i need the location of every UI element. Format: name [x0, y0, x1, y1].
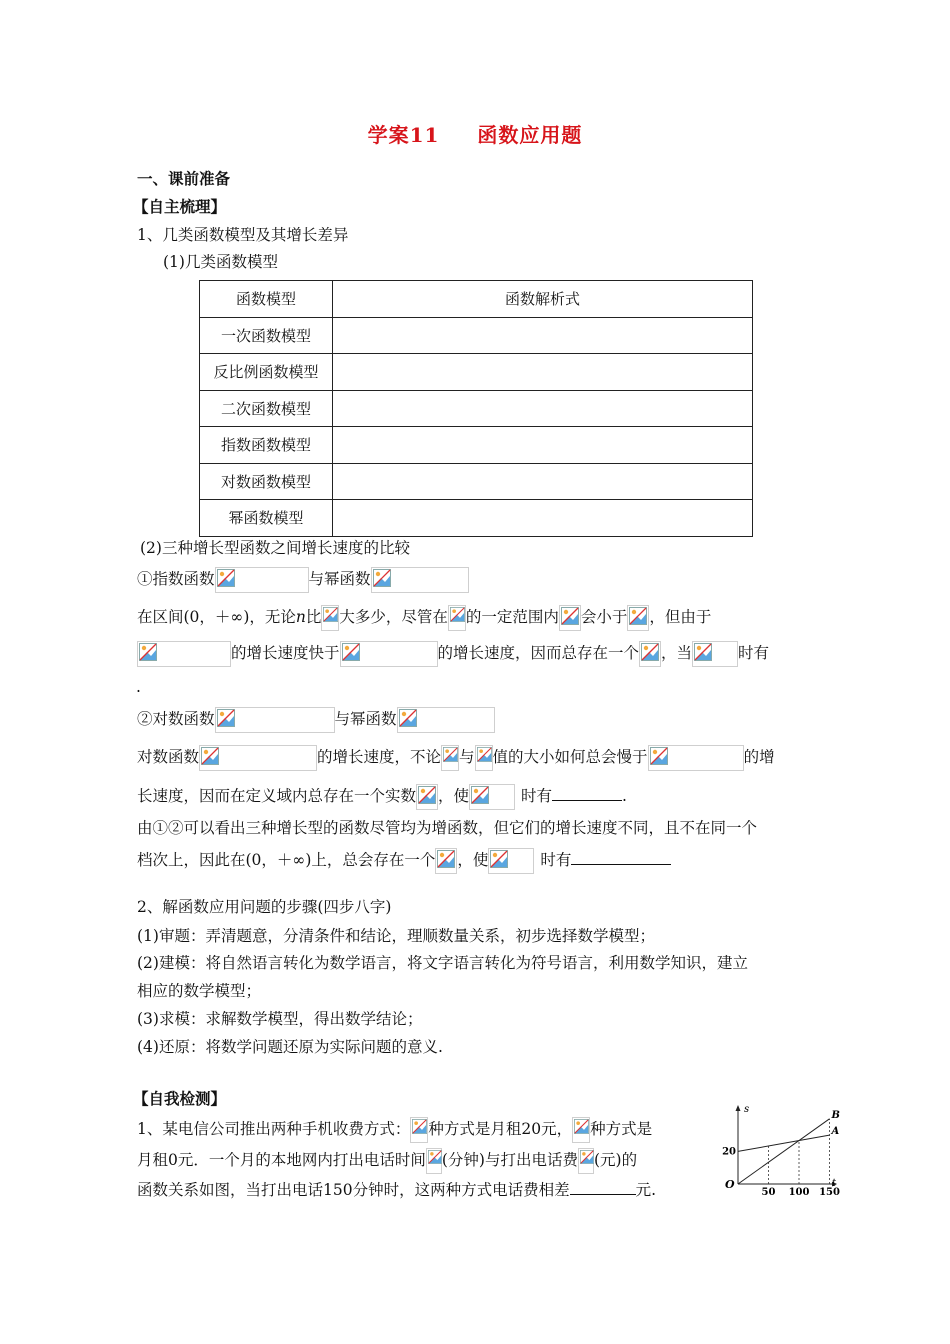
table-header-row [200, 281, 753, 318]
q1-heading: 1、几类函数模型及其增长差异 [137, 226, 349, 244]
table-header-cell: 函数解析式 [333, 281, 753, 318]
model-table [199, 280, 753, 537]
text: 时有 [521, 787, 553, 805]
q2-heading: 2、解函数应用问题的步骤(四步八字) [137, 898, 392, 916]
q1-sub2: (2)三种增长型函数之间增长速度的比较 [140, 539, 410, 557]
text: 对数函数 [137, 748, 200, 766]
text: 值的大小如何总会慢于 [492, 748, 648, 766]
text: ②对数函数 [137, 710, 215, 728]
text: 时有 [540, 851, 572, 869]
subsection-zizhu: 【自主梳理】 [133, 197, 227, 216]
broken-image-icon [137, 641, 231, 667]
table-cell-empty [333, 463, 753, 500]
text: 的增长速度快于 [231, 644, 340, 662]
broken-image-icon [475, 745, 493, 771]
table-cell: 二次函数模型 [200, 390, 333, 427]
table-row [200, 317, 753, 354]
broken-image-icon [639, 641, 661, 667]
step-item: (1)审题：弄清题意，分清条件和结论，理顺数量关系，初步选择数学模型； [137, 927, 655, 945]
table-cell-empty [333, 317, 753, 354]
origin-label: O [725, 1178, 735, 1191]
text: 的增长速度，因而总存在一个 [437, 644, 640, 662]
text: 元. [635, 1181, 657, 1199]
table-cell: 对数函数模型 [200, 463, 333, 500]
page-title [0, 124, 950, 146]
table-row [200, 354, 753, 391]
text: 在区间(0，＋∞)，无论 [137, 608, 296, 626]
q1-sub1: (1)几类函数模型 [163, 253, 278, 271]
x-tick-label: 50 [761, 1187, 776, 1198]
broken-image-icon [559, 605, 581, 631]
text: 与幂函数 [334, 710, 397, 728]
title-topic: 函数应用题 [477, 123, 583, 147]
text: ，但由于 [649, 608, 712, 626]
text: 比 [305, 608, 322, 626]
text: 时有 [738, 644, 770, 662]
table-cell-empty [333, 500, 753, 537]
table-row [200, 463, 753, 500]
text: 大多少，尽管在 [339, 608, 448, 626]
text: 1、某电信公司推出两种手机收费方式： [137, 1120, 411, 1138]
series-label-B: B [831, 1109, 840, 1121]
series-line-B [738, 1119, 830, 1184]
exercise-line [137, 1117, 652, 1143]
table-cell-empty [333, 390, 753, 427]
y-tick-label: 20 [722, 1146, 736, 1158]
series-line-A [738, 1135, 830, 1151]
table-row [200, 500, 753, 537]
broken-image-icon [441, 745, 459, 771]
table-cell: 一次函数模型 [200, 317, 333, 354]
exercise-line [137, 1178, 656, 1201]
answer-blank[interactable] [570, 1178, 636, 1195]
broken-image-icon [572, 1117, 590, 1143]
broken-image-icon [448, 605, 466, 631]
broken-image-icon [426, 1148, 442, 1174]
table-header-cell: 函数模型 [200, 281, 333, 318]
text: 的增长速度，不论 [317, 748, 442, 766]
table-cell-empty [333, 427, 753, 464]
broken-image-icon [435, 848, 457, 874]
phone-fee-chart [720, 1098, 840, 1198]
text: ，使 [457, 851, 489, 869]
broken-image-icon [397, 707, 495, 733]
period: . [136, 678, 141, 696]
text: (分钟)与打出电话费 [441, 1151, 578, 1169]
broken-image-icon [215, 707, 335, 733]
broken-image-icon [416, 784, 438, 810]
text: 长速度，因而在定义域内总存在一个实数 [137, 787, 417, 805]
broken-image-icon [627, 605, 649, 631]
broken-image-icon [371, 567, 469, 593]
step-item: (2)建模：将自然语言转化为数学语言，将文字语言转化为符号语言，利用数学知识，建立 [137, 954, 748, 972]
step-item: (4)还原：将数学问题还原为实际问题的意义. [137, 1038, 443, 1056]
title-number: 学案11 [367, 123, 440, 147]
broken-image-icon [340, 641, 438, 667]
para-log-growth [137, 745, 775, 771]
series-label-A: A [831, 1126, 840, 1138]
broken-image-icon [578, 1148, 594, 1174]
step-item: (3)求模：求解数学模型，得出数学结论； [137, 1010, 423, 1028]
text: ①指数函数 [137, 570, 215, 588]
broken-image-icon [488, 848, 534, 874]
para-exp-vs-power [137, 567, 469, 593]
table-cell: 幂函数模型 [200, 500, 333, 537]
broken-image-icon [692, 641, 738, 667]
broken-image-icon [215, 567, 309, 593]
x-tick-label: 150 [819, 1187, 840, 1198]
text: 函数关系如图，当打出电话150分钟时，这两种方式电话费相差 [137, 1181, 570, 1199]
para-real-number [137, 784, 627, 810]
x-axis-label: t [832, 1178, 837, 1189]
text: 月租0元．一个月的本地网内打出电话时间 [137, 1151, 426, 1169]
step-item: 相应的数学模型； [137, 982, 262, 1000]
text: 会小于 [580, 608, 628, 626]
broken-image-icon [410, 1117, 428, 1143]
section-heading: 一、课前准备 [137, 169, 231, 188]
para-log-vs-power [137, 707, 495, 733]
text: ，使 [438, 787, 470, 805]
text: (元)的 [593, 1151, 638, 1169]
x-tick-label: 100 [788, 1187, 810, 1198]
broken-image-icon [469, 784, 515, 810]
para-growth-faster [137, 641, 769, 667]
text: 的增 [743, 748, 775, 766]
y-axis-arrow [736, 1105, 741, 1111]
text: 档次上，因此在(0，＋∞)上，总会存在一个 [137, 851, 436, 869]
text: 的一定范围内 [465, 608, 559, 626]
text: . [622, 787, 627, 805]
broken-image-icon [321, 605, 339, 631]
para-interval [137, 605, 711, 631]
table-row [200, 427, 753, 464]
para-summary-2 [137, 848, 671, 874]
table-cell-empty [333, 354, 753, 391]
subsection-ziwo: 【自我检测】 [133, 1089, 227, 1108]
answer-blank[interactable] [571, 848, 671, 865]
table-cell: 指数函数模型 [200, 427, 333, 464]
text: ，当 [661, 644, 693, 662]
broken-image-icon [648, 745, 744, 771]
text: 与 [459, 748, 475, 766]
table-cell: 反比例函数模型 [200, 354, 333, 391]
y-axis-label: s [744, 1104, 750, 1115]
answer-blank[interactable] [552, 784, 622, 801]
text: n [295, 608, 306, 626]
text: 与幂函数 [308, 570, 371, 588]
para-summary: 由①②可以看出三种增长型的函数尽管均为增函数，但它们的增长速度不同，且不在同一个 [137, 819, 758, 837]
broken-image-icon [199, 745, 317, 771]
text: 种方式是 [590, 1120, 653, 1138]
exercise-line [137, 1148, 637, 1174]
table-row [200, 390, 753, 427]
text: 种方式是月租20元， [428, 1120, 573, 1138]
